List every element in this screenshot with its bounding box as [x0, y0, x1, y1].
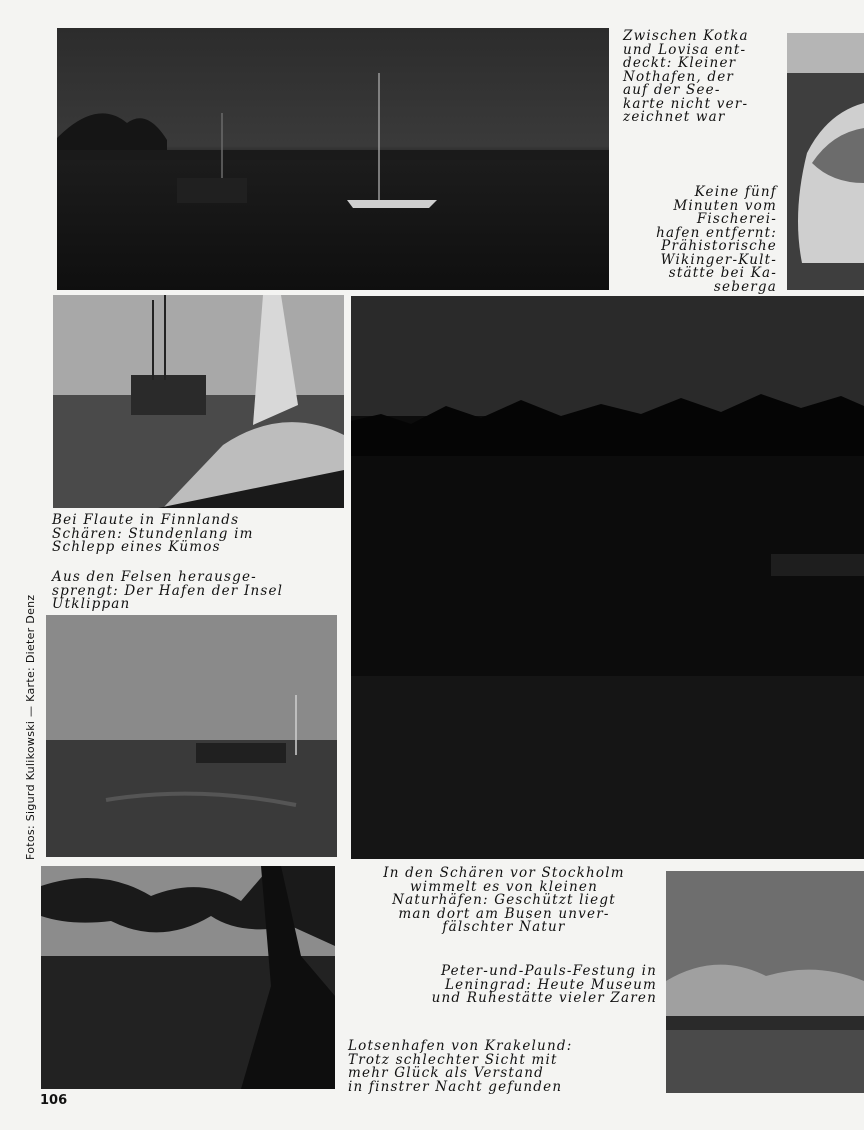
caption-leningrad: Peter-und-Pauls-Festung in Leningrad: Heute Museum und Ruhestätte vieler Zaren	[431, 963, 657, 1006]
caption-kotka: Zwischen Kotka und Lovisa ent- deckt: Kleiner Nothafen, der auf der See- karte nicht ver- zeichnet war	[623, 28, 749, 125]
caption-flaute: Bei Flaute in Finnlands Schären: Stundenlang im Schlepp eines Kümos	[52, 512, 254, 555]
page-number: 106	[40, 1093, 68, 1108]
caption-krakelund: Lotsenhafen von Krakelund: Trotz schlechter Sicht mit mehr Glück als Verstand in finstrer Nacht gefunden	[348, 1038, 573, 1095]
photo-flaute-schlepp	[53, 295, 344, 508]
caption-stockholm: In den Schären vor Stockholm wimmelt es von kleinen Naturhäfen: Geschützt liegt man dort am Busen unver- fälschter Natur	[383, 865, 625, 935]
photo-kaseberga-rock	[787, 33, 864, 290]
photo-stockholm-schaeren	[41, 866, 335, 1089]
photo-krakelund-night	[351, 296, 864, 859]
caption-kaseberga: Keine fünf Minuten vom Fischerei- hafen entfernt: Prähistorische Wikinger-Kult- stätte bei Ka- seberga	[656, 184, 777, 295]
photo-utklippan-harbor	[46, 615, 337, 857]
caption-utklippan: Aus den Felsen herausge- sprengt: Der Hafen der Insel Utklippan	[52, 569, 284, 612]
photo-credit: Fotos: Sigurd Kulikowski — Karte: Dieter Denz	[24, 594, 37, 860]
photo-kotka-harbor	[57, 28, 609, 290]
photo-leningrad-festung	[666, 871, 864, 1093]
